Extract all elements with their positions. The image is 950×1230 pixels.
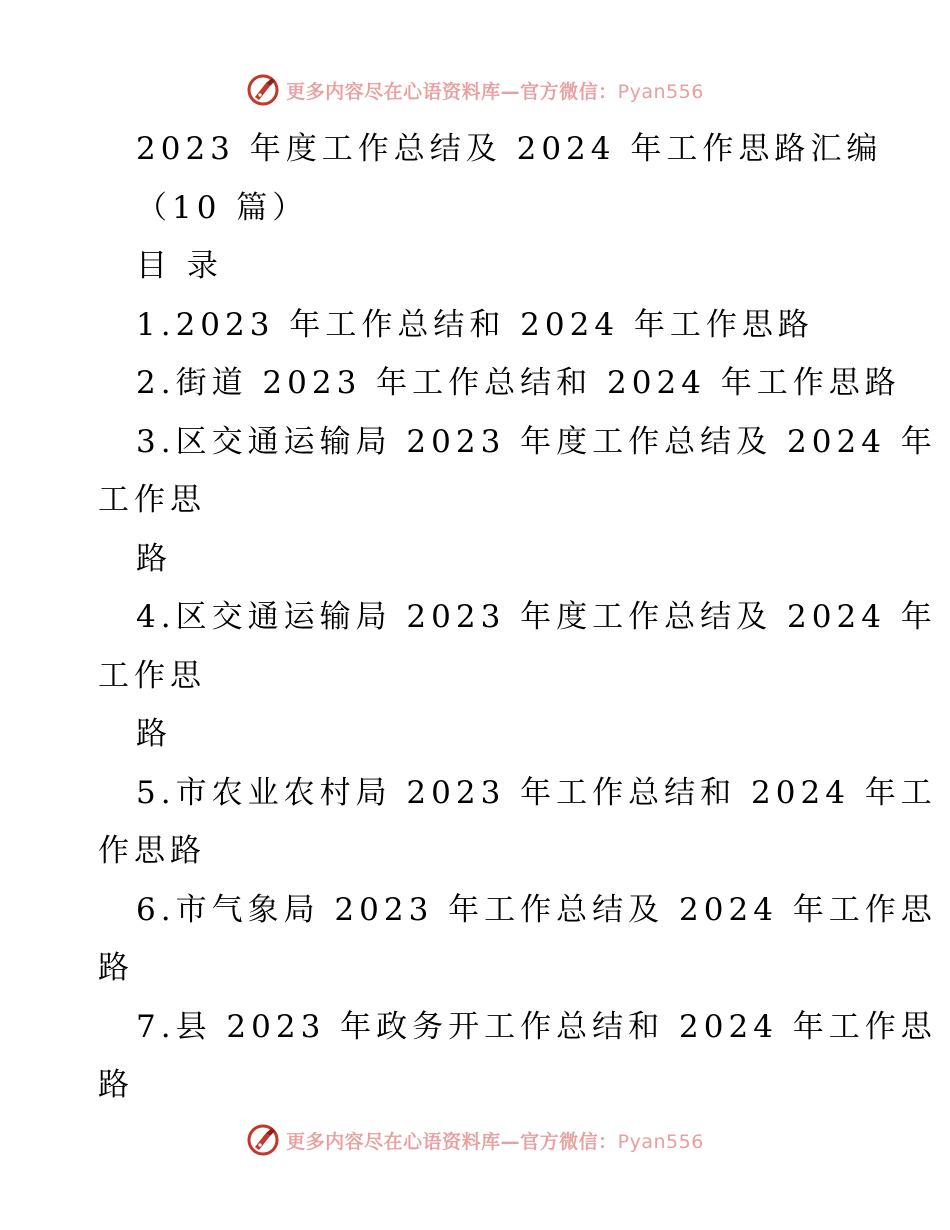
toc-item-line: 3.区交通运输局 2023 年度工作总结及 2024 年 xyxy=(136,423,937,460)
toc-item-line: 7.县 2023 年政务开工作总结和 2024 年工作思 xyxy=(136,1008,937,1045)
toc-item-6 xyxy=(98,881,937,998)
toc-item-line: 路 xyxy=(98,1067,134,1103)
toc-item-line: 路 xyxy=(136,716,172,752)
pen-nib-logo-icon xyxy=(246,1123,280,1157)
toc-list xyxy=(98,296,937,1115)
watermark-text: 更多内容尽在心语资料库—官方微信：Pyan556 xyxy=(286,1130,704,1153)
toc-item-1 xyxy=(98,296,858,355)
watermark-text: 更多内容尽在心语资料库—官方微信：Pyan556 xyxy=(286,80,704,103)
document-title-line-2: （10 篇） xyxy=(136,189,309,226)
footer-watermark-banner xyxy=(0,1120,950,1160)
document-body xyxy=(98,120,937,1115)
toc-item-7 xyxy=(98,998,937,1115)
toc-item-4 xyxy=(98,588,937,764)
header-watermark-banner xyxy=(0,70,950,110)
pen-nib-logo-icon xyxy=(246,73,280,107)
toc-item-line: 作思路 xyxy=(98,833,206,869)
toc-item-line: 路 xyxy=(98,950,134,986)
toc-item-line: 工作思 xyxy=(98,482,206,518)
toc-item-line: 4.区交通运输局 2023 年度工作总结及 2024 年 xyxy=(136,599,937,635)
toc-item-3 xyxy=(98,413,937,589)
toc-heading: 目 录 xyxy=(136,248,223,284)
toc-item-line: 工作思 xyxy=(98,657,206,694)
toc-item-line: 5.市农业农村局 2023 年工作总结和 2024 年工 xyxy=(136,774,937,811)
toc-item-5 xyxy=(98,764,937,881)
toc-item-line: 1.2023 年工作总结和 2024 年工作思路 xyxy=(136,306,814,343)
wechat-id: Pyan556 xyxy=(617,80,704,103)
toc-item-line: 路 xyxy=(136,540,172,577)
toc-item-2 xyxy=(98,354,901,413)
toc-item-line: 6.市气象局 2023 年工作总结及 2024 年工作思 xyxy=(136,891,937,928)
document-title-line-1: 2023 年度工作总结及 2024 年工作思路汇编 xyxy=(136,131,883,167)
toc-item-line: 2.街道 2023 年工作总结和 2024 年工作思路 xyxy=(136,365,901,401)
wechat-id: Pyan556 xyxy=(617,1130,704,1153)
